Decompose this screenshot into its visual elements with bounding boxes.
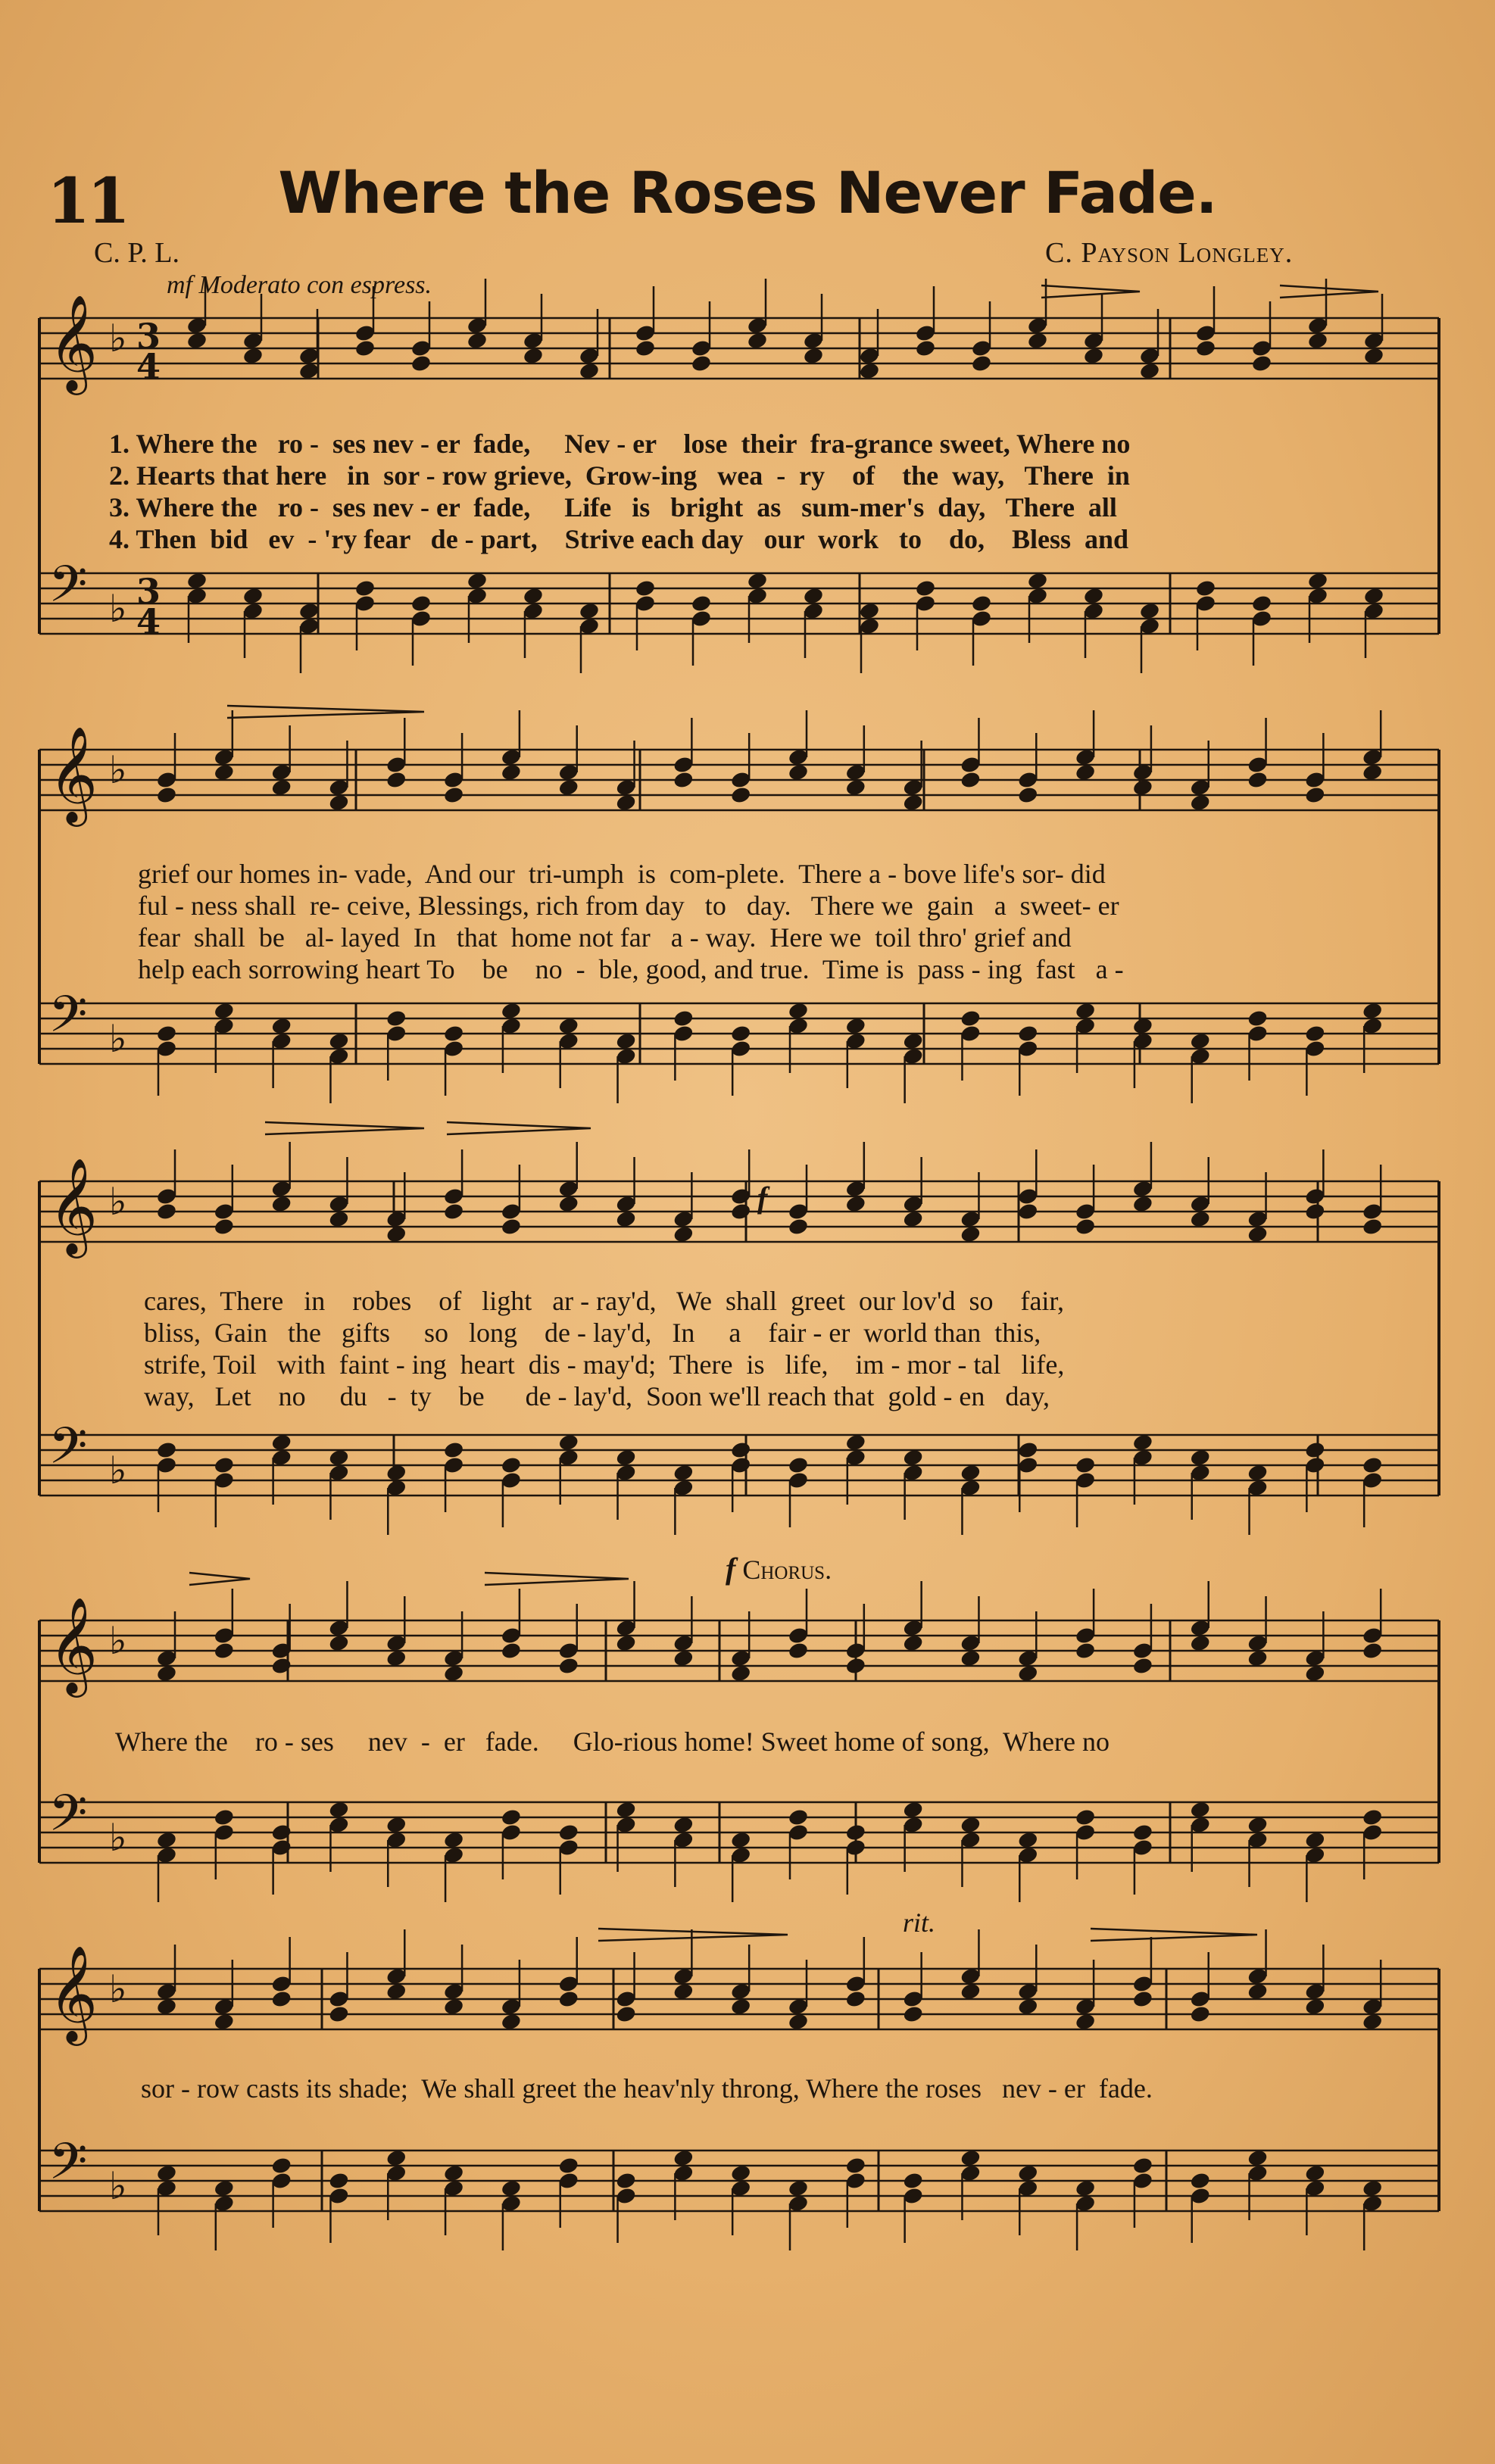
- note-head: [328, 2171, 350, 2190]
- note-head: [1017, 1202, 1039, 1221]
- note-head: [523, 586, 545, 605]
- note-head: [960, 2148, 982, 2167]
- note-head: [1189, 2171, 1211, 2190]
- note-head: [328, 793, 350, 812]
- note-head: [328, 2004, 350, 2023]
- note-head: [1017, 1440, 1039, 1459]
- lyric-line: 4. Then bid ev - 'ry fear de - part, Strive each day our work to do, Bless and: [109, 524, 1129, 554]
- note-head: [844, 2156, 866, 2175]
- note-head: [1195, 338, 1217, 357]
- music-composer-credit: C. Payson Longley.: [1045, 237, 1294, 269]
- note-head: [1304, 1997, 1326, 2016]
- note-head: [385, 1009, 407, 1028]
- note-head: [270, 1194, 292, 1213]
- note-head: [242, 346, 264, 365]
- note-head: [859, 601, 881, 620]
- note-head: [730, 1024, 752, 1043]
- note-head: [615, 2004, 637, 2023]
- note-head: [328, 1448, 350, 1467]
- note-head: [1362, 1001, 1384, 1020]
- lyric-line: 3. Where the ro - ses nev - er fade, Life is bright as sum-mer's day, There all: [109, 492, 1117, 522]
- note-head: [1247, 1009, 1269, 1028]
- note-head: [730, 1830, 752, 1849]
- note-head: [1075, 1001, 1097, 1020]
- note-head: [1132, 1433, 1154, 1452]
- bass-clef: 𝄢: [48, 1784, 88, 1854]
- treble-clef: 𝄞: [48, 294, 98, 391]
- key-signature-flat: ♭: [109, 2164, 127, 2208]
- note-head: [1132, 1989, 1154, 2008]
- note-head: [501, 1217, 523, 1236]
- note-head: [1075, 2179, 1097, 2197]
- note-head: [691, 594, 713, 613]
- time-signature: 3: [136, 316, 161, 357]
- note-head: [1189, 1209, 1211, 1228]
- note-head: [1362, 1455, 1384, 1474]
- note-head: [615, 1448, 637, 1467]
- note-head: [1304, 2163, 1326, 2182]
- note-head: [788, 1217, 810, 1236]
- note-head: [1304, 1024, 1326, 1043]
- bass-clef: 𝄢: [48, 1417, 88, 1487]
- note-head: [1247, 1224, 1269, 1243]
- hairpin: [227, 706, 424, 718]
- hairpin: [447, 1122, 591, 1134]
- note-head: [410, 594, 432, 613]
- key-signature-flat: ♭: [109, 317, 127, 360]
- hairpin: [265, 1122, 424, 1134]
- note-head: [186, 571, 208, 590]
- note-head: [673, 1648, 694, 1667]
- note-head: [328, 1633, 350, 1652]
- note-head: [673, 1815, 694, 1834]
- key-signature-flat: ♭: [109, 1967, 127, 2011]
- note-head: [788, 1455, 810, 1474]
- note-head: [1362, 1217, 1384, 1236]
- note-head: [1247, 2148, 1269, 2167]
- note-head: [270, 1016, 292, 1035]
- note-head: [1075, 2012, 1097, 2031]
- note-head: [1247, 1815, 1269, 1834]
- lyric-line: 2. Hearts that here in sor - row grieve, Grow-ing wea - ry of the way, There in: [109, 460, 1130, 491]
- note-head: [557, 1823, 579, 1842]
- note-head: [557, 1016, 579, 1035]
- note-head: [844, 1016, 866, 1035]
- note-head: [902, 793, 924, 812]
- note-head: [673, 1009, 694, 1028]
- note-head: [1195, 579, 1217, 597]
- note-head: [156, 785, 178, 804]
- note-head: [557, 778, 579, 797]
- note-head: [902, 2171, 924, 2190]
- note-head: [788, 1807, 810, 1826]
- note-head: [1017, 1024, 1039, 1043]
- note-head: [844, 1989, 866, 2008]
- note-head: [615, 1633, 637, 1652]
- note-head: [788, 1641, 810, 1660]
- note-head: [902, 1209, 924, 1228]
- note-head: [1017, 1664, 1039, 1683]
- note-head: [1362, 2179, 1384, 2197]
- note-head: [730, 2163, 752, 2182]
- note-head: [960, 770, 982, 789]
- note-head: [501, 1455, 523, 1474]
- bass-clef: 𝄢: [48, 2132, 88, 2203]
- note-head: [1083, 586, 1105, 605]
- note-head: [1307, 571, 1329, 590]
- note-head: [213, 1455, 235, 1474]
- note-head: [730, 1202, 752, 1221]
- note-head: [730, 785, 752, 804]
- note-head: [844, 1194, 866, 1213]
- note-head: [1362, 763, 1384, 781]
- hairpin: [1041, 285, 1140, 298]
- note-head: [523, 346, 545, 365]
- note-head: [1027, 571, 1049, 590]
- note-head: [385, 1815, 407, 1834]
- note-head: [788, 1001, 810, 1020]
- note-head: [788, 2012, 810, 2031]
- note-head: [385, 1463, 407, 1482]
- note-head: [328, 1031, 350, 1050]
- hymn-title: Where the Roses Never Fade.: [278, 159, 1217, 226]
- note-head: [1017, 1997, 1039, 2016]
- key-signature-flat: ♭: [109, 748, 127, 792]
- note-head: [443, 1664, 465, 1683]
- note-head: [270, 1823, 292, 1842]
- note-head: [298, 601, 320, 620]
- note-head: [615, 1031, 637, 1050]
- time-signature: 4: [136, 346, 161, 387]
- note-head: [747, 331, 769, 350]
- note-head: [902, 1633, 924, 1652]
- note-head: [615, 1209, 637, 1228]
- note-head: [213, 1807, 235, 1826]
- note-head: [971, 354, 993, 373]
- note-head: [960, 1648, 982, 1667]
- note-head: [213, 2179, 235, 2197]
- note-head: [1139, 361, 1161, 380]
- lyric-line: sor - row casts its shade; We shall greet the heav'nly throng, Where the roses nev - er fade.: [141, 2073, 1153, 2104]
- note-head: [844, 778, 866, 797]
- time-signature: 4: [136, 601, 161, 642]
- chorus-label: [726, 1551, 832, 1586]
- note-head: [1189, 1633, 1211, 1652]
- hairpin: [1280, 285, 1378, 298]
- lyric-line: help each sorrowing heart To be no - ble, good, and true. Time is pass - ing fast a -: [138, 954, 1124, 984]
- bass-clef: 𝄢: [48, 985, 88, 1056]
- note-head: [844, 1823, 866, 1842]
- note-head: [501, 1807, 523, 1826]
- note-head: [579, 601, 601, 620]
- note-head: [1304, 1440, 1326, 1459]
- note-head: [1075, 1807, 1097, 1826]
- lyric-line: grief our homes in- vade, And our tri-umph is com-plete. There a - bove life's sor- did: [138, 859, 1106, 889]
- note-head: [501, 2179, 523, 2197]
- note-head: [156, 1440, 178, 1459]
- note-head: [859, 361, 881, 380]
- note-head: [467, 571, 488, 590]
- note-head: [410, 354, 432, 373]
- time-signature: 3: [136, 571, 161, 612]
- note-head: [557, 1656, 579, 1675]
- key-signature-flat: ♭: [109, 1816, 127, 1860]
- note-head: [1189, 1448, 1211, 1467]
- treble-clef: 𝄞: [48, 1596, 98, 1693]
- note-head: [1132, 1656, 1154, 1675]
- note-head: [579, 361, 601, 380]
- note-head: [443, 1997, 465, 2016]
- note-head: [1189, 1031, 1211, 1050]
- lyric-line: fear shall be al- layed In that home not far a - way. Here we toil thro' grief and: [138, 922, 1072, 953]
- note-head: [730, 1664, 752, 1683]
- note-head: [1362, 1641, 1384, 1660]
- note-head: [328, 1209, 350, 1228]
- note-head: [673, 1463, 694, 1482]
- note-head: [1251, 594, 1273, 613]
- note-head: [443, 1024, 465, 1043]
- note-head: [1251, 354, 1273, 373]
- lyric-line: cares, There in robes of light ar - ray'd, We shall greet our lov'd so fair,: [144, 1286, 1064, 1316]
- note-head: [270, 2156, 292, 2175]
- note-head: [1075, 1641, 1097, 1660]
- lyric-line: Where the ro - ses nev - er fade. Glo-rious home! Sweet home of song, Where no: [115, 1726, 1110, 1757]
- note-head: [1304, 1202, 1326, 1221]
- note-head: [1362, 2012, 1384, 2031]
- key-signature-flat: ♭: [109, 587, 127, 631]
- note-head: [788, 763, 810, 781]
- note-head: [186, 331, 208, 350]
- key-signature-flat: ♭: [109, 1619, 127, 1663]
- note-head: [557, 2156, 579, 2175]
- note-head: [443, 2163, 465, 2182]
- note-head: [803, 346, 825, 365]
- note-head: [156, 1830, 178, 1849]
- note-head: [673, 770, 694, 789]
- note-head: [156, 1664, 178, 1683]
- note-head: [557, 1989, 579, 2008]
- chorus-dynamic: f: [726, 1552, 736, 1586]
- note-head: [1363, 586, 1385, 605]
- lyric-line: way, Let no du - ty be de - lay'd, Soon we'll reach that gold - en day,: [144, 1381, 1050, 1411]
- note-head: [354, 579, 376, 597]
- note-head: [385, 770, 407, 789]
- forte-marking: f: [757, 1181, 768, 1215]
- note-head: [385, 1648, 407, 1667]
- note-head: [501, 2012, 523, 2031]
- note-head: [730, 1997, 752, 2016]
- note-head: [1017, 2163, 1039, 2182]
- note-head: [1132, 1194, 1154, 1213]
- note-head: [844, 1433, 866, 1452]
- note-head: [691, 354, 713, 373]
- note-head: [915, 579, 937, 597]
- note-head: [635, 338, 657, 357]
- note-head: [1307, 331, 1329, 350]
- treble-clef: 𝄞: [48, 1945, 98, 2041]
- note-head: [960, 1463, 982, 1482]
- note-head: [1304, 785, 1326, 804]
- note-head: [156, 1024, 178, 1043]
- note-head: [443, 1202, 465, 1221]
- note-head: [385, 2148, 407, 2167]
- note-head: [298, 361, 320, 380]
- note-head: [1075, 1217, 1097, 1236]
- note-head: [1132, 1016, 1154, 1035]
- note-head: [1075, 1455, 1097, 1474]
- note-head: [1362, 1807, 1384, 1826]
- note-head: [213, 1641, 235, 1660]
- hairpin: [598, 1929, 788, 1941]
- treble-clef: 𝄞: [48, 725, 98, 822]
- note-head: [156, 1202, 178, 1221]
- note-head: [1304, 1664, 1326, 1683]
- note-head: [615, 1800, 637, 1819]
- note-head: [1132, 778, 1154, 797]
- hymn-number: 11: [47, 165, 128, 238]
- note-head: [615, 2171, 637, 2190]
- note-head: [902, 1800, 924, 1819]
- note-head: [1132, 2156, 1154, 2175]
- note-head: [557, 1433, 579, 1452]
- note-head: [1189, 1800, 1211, 1819]
- note-head: [1363, 346, 1385, 365]
- hairpin: [189, 1573, 250, 1585]
- tempo-marking: mf Moderato con espress.: [167, 271, 432, 299]
- note-head: [1304, 1830, 1326, 1849]
- note-head: [730, 1440, 752, 1459]
- note-head: [156, 1997, 178, 2016]
- note-head: [902, 2004, 924, 2023]
- note-head: [213, 1001, 235, 1020]
- note-head: [960, 1009, 982, 1028]
- note-head: [443, 1440, 465, 1459]
- note-head: [501, 1641, 523, 1660]
- hairpin: [1091, 1929, 1257, 1941]
- note-head: [915, 338, 937, 357]
- lyric-line: ful - ness shall re- ceive, Blessings, rich from day to day. There we gain a sweet- er: [138, 890, 1119, 921]
- note-head: [673, 1982, 694, 2001]
- note-head: [1132, 1823, 1154, 1842]
- note-head: [270, 1433, 292, 1452]
- note-head: [971, 594, 993, 613]
- chorus-label-text: Chorus.: [742, 1555, 832, 1585]
- note-head: [960, 1982, 982, 2001]
- bass-clef: 𝄢: [48, 555, 88, 625]
- note-head: [385, 1224, 407, 1243]
- note-head: [242, 586, 264, 605]
- note-head: [902, 1448, 924, 1467]
- key-signature-flat: ♭: [109, 1180, 127, 1224]
- note-head: [385, 1982, 407, 2001]
- hairpin: [485, 1573, 629, 1585]
- note-head: [213, 2012, 235, 2031]
- note-head: [615, 793, 637, 812]
- note-head: [673, 2148, 694, 2167]
- note-head: [443, 1830, 465, 1849]
- note-head: [1017, 785, 1039, 804]
- note-head: [501, 1001, 523, 1020]
- note-head: [803, 586, 825, 605]
- note-head: [270, 1989, 292, 2008]
- note-head: [1247, 770, 1269, 789]
- note-head: [213, 1217, 235, 1236]
- note-head: [960, 1815, 982, 1834]
- note-head: [1075, 763, 1097, 781]
- ritardando-marking: rit.: [903, 1907, 936, 1938]
- note-head: [960, 1224, 982, 1243]
- note-head: [902, 1031, 924, 1050]
- lyric-line: 1. Where the ro - ses nev - er fade, Nev - er lose their fra-grance sweet, Where no: [109, 429, 1131, 459]
- note-head: [270, 1656, 292, 1675]
- treble-clef: 𝄞: [48, 1157, 98, 1254]
- note-head: [635, 579, 657, 597]
- note-head: [1247, 1463, 1269, 1482]
- note-head: [1247, 1982, 1269, 2001]
- note-head: [1247, 1648, 1269, 1667]
- note-head: [844, 1656, 866, 1675]
- note-head: [156, 2163, 178, 2182]
- lyric-line: bliss, Gain the gifts so long de - lay'd, In a fair - er world than this,: [144, 1318, 1041, 1348]
- note-head: [1139, 601, 1161, 620]
- note-head: [443, 785, 465, 804]
- note-head: [501, 763, 523, 781]
- note-head: [788, 2179, 810, 2197]
- note-head: [213, 763, 235, 781]
- note-head: [747, 571, 769, 590]
- note-head: [328, 1800, 350, 1819]
- note-head: [1083, 346, 1105, 365]
- note-head: [1189, 2004, 1211, 2023]
- note-head: [557, 1194, 579, 1213]
- key-signature-flat: ♭: [109, 1017, 127, 1061]
- note-head: [467, 331, 488, 350]
- note-head: [1017, 1830, 1039, 1849]
- note-head: [1189, 793, 1211, 812]
- words-author-credit: C. P. L.: [94, 237, 179, 269]
- note-head: [270, 778, 292, 797]
- note-head: [1027, 331, 1049, 350]
- lyric-line: strife, Toil with faint - ing heart dis - may'd; There is life, im - mor - tal life,: [144, 1349, 1065, 1380]
- key-signature-flat: ♭: [109, 1449, 127, 1492]
- note-head: [354, 338, 376, 357]
- note-head: [673, 1224, 694, 1243]
